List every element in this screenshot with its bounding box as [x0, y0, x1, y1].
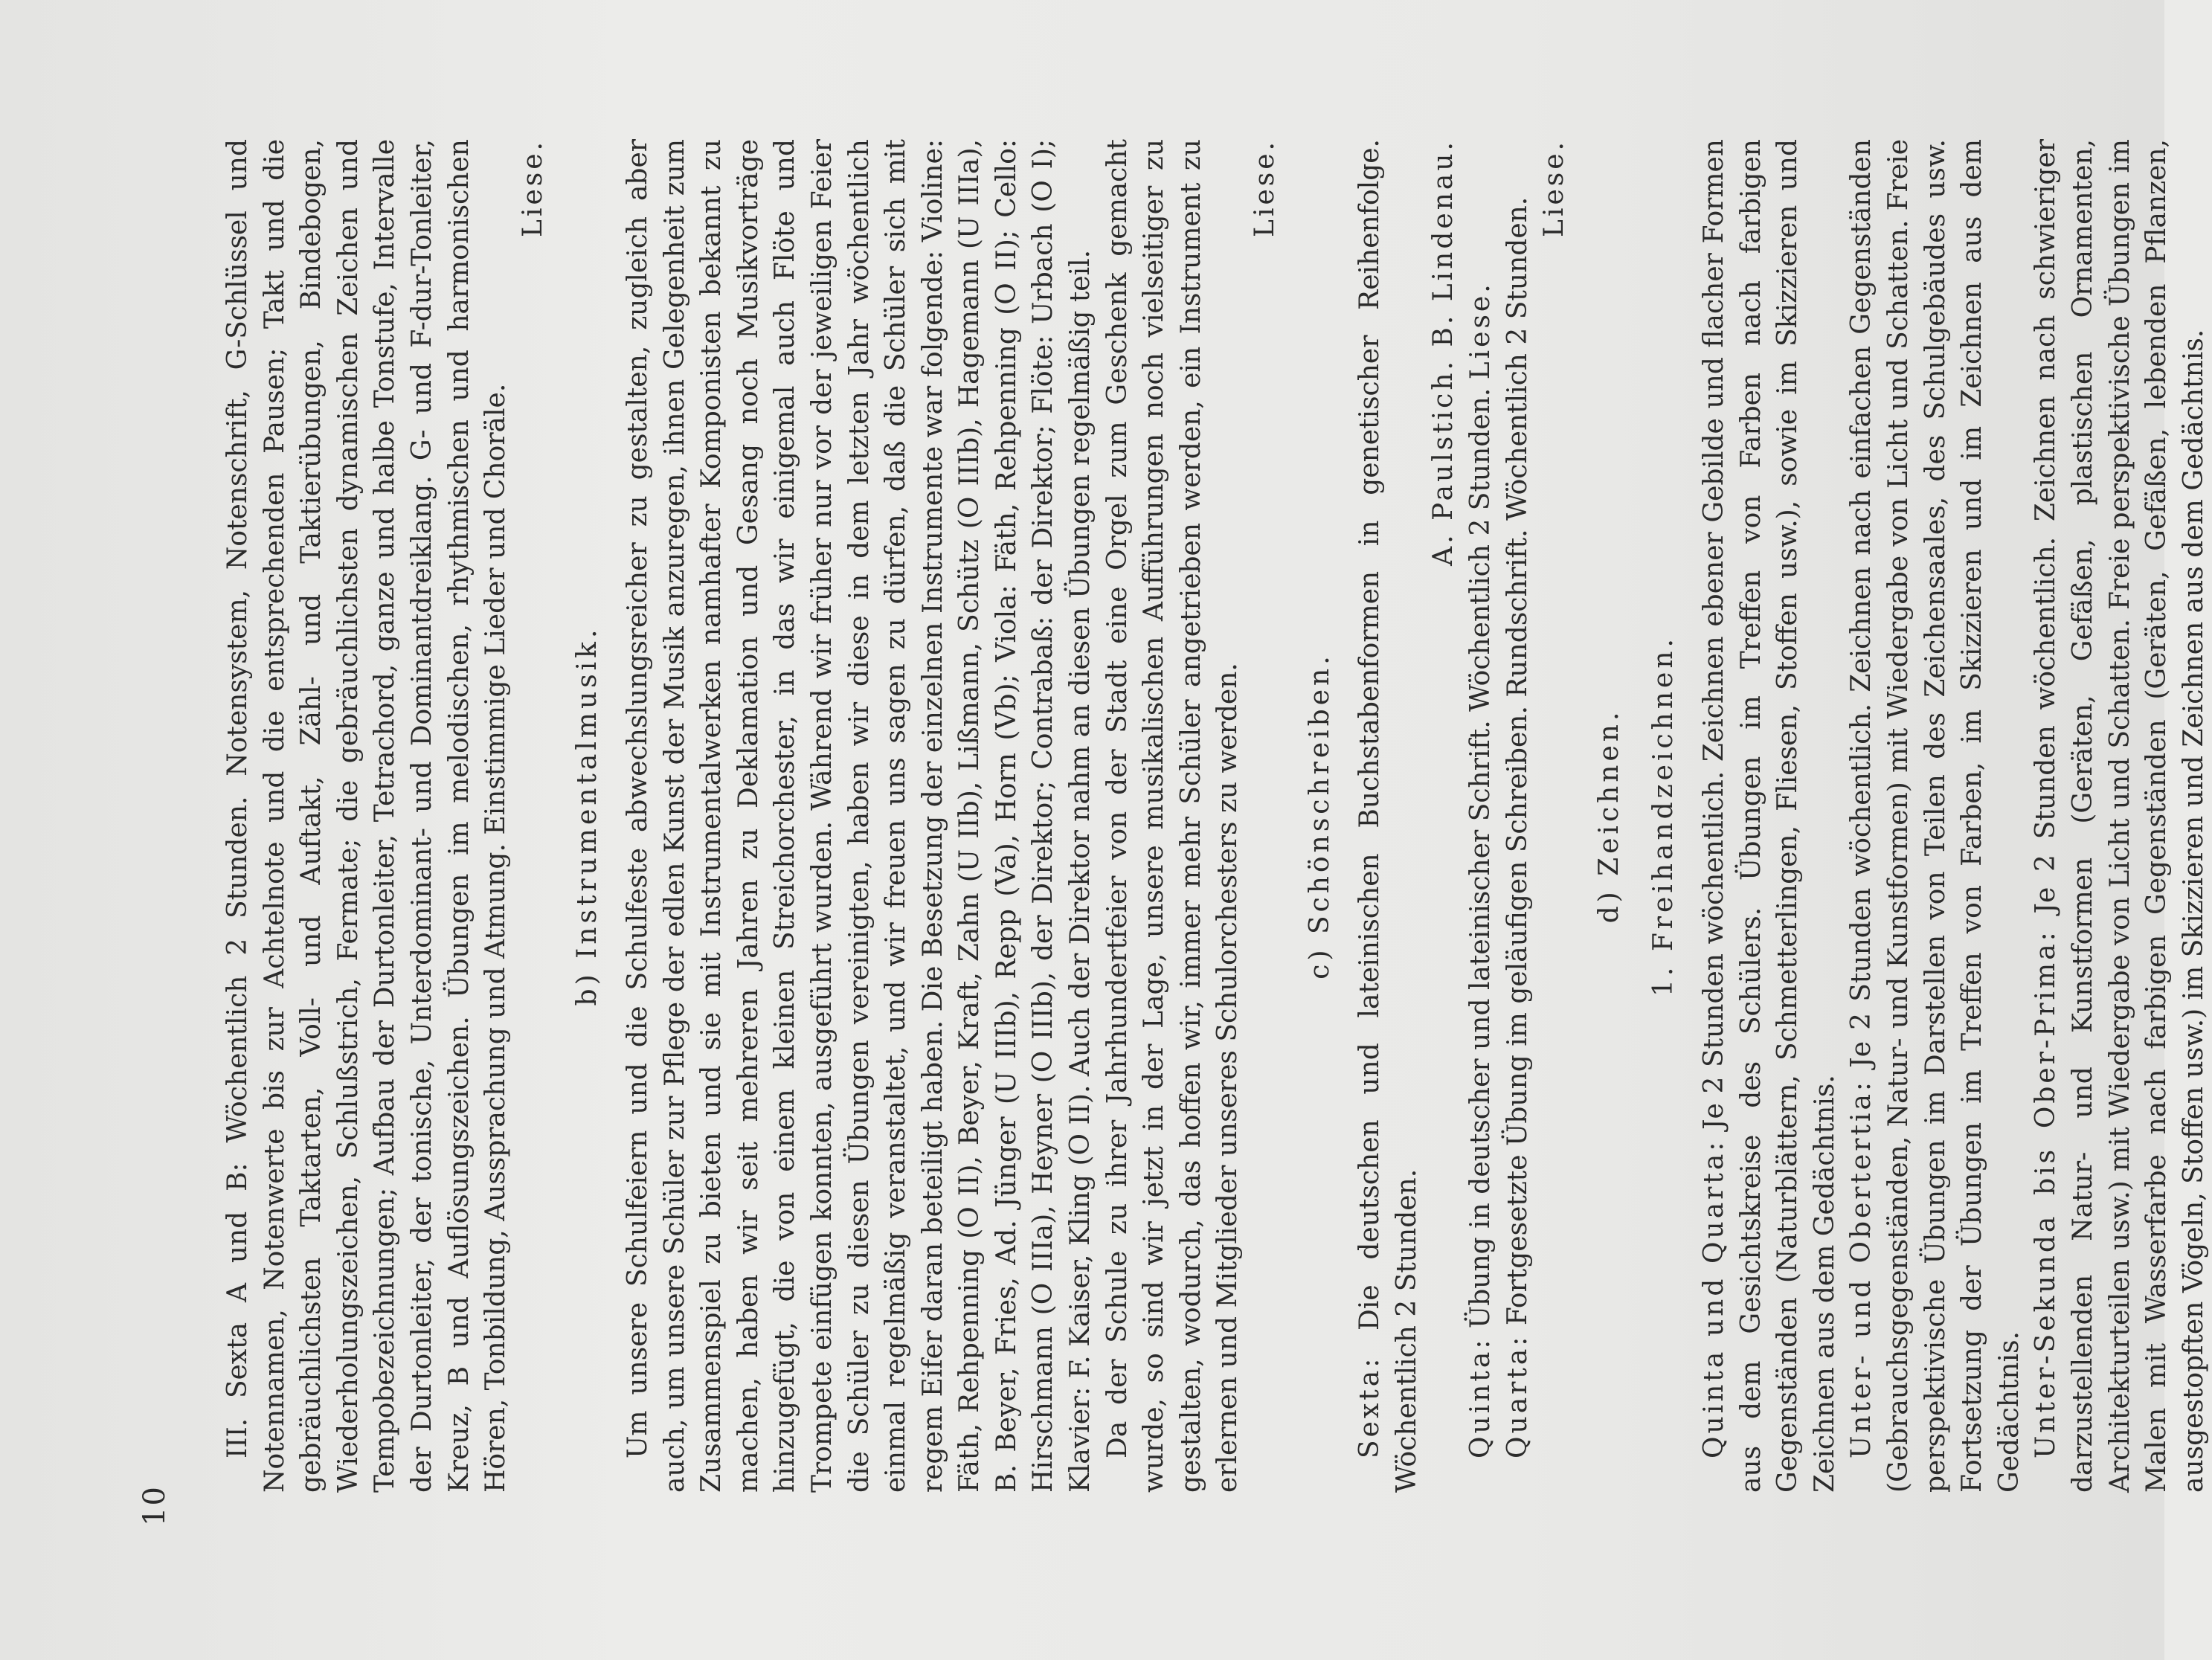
tertia-label: Unter- und Obertertia:: [1846, 1078, 1877, 1458]
sexta-signature: A. Paulstich. B. Lindenau.: [1428, 139, 1459, 566]
quarta-text: Fortgesetzte Übung im geläufigen Schreiben. Rundschrift. Wöchentlich 2 Stunden.: [1502, 196, 1533, 1326]
page-number: 10: [138, 1485, 172, 1526]
quinta-quarta-label: Quinta und Quarta:: [1698, 1139, 1729, 1458]
quarta-paragraph: [1499, 139, 1537, 1493]
instrumentalmusik-paragraph-1: Um unsere Schulfeiern und die Schulfeste abwechslungsreicher zu gestalten, zugleich aber auch, um unsere Schüler zur Pflege der edlen Kunst der Musik anzuregen, ihnen Gelegenheit zum Zusammenspiel zu bieten und sie mit Instrumentalwerken namhafter Komponisten bekannt zu machen, haben wir seit mehreren Jahren zu Deklamation und Gesang noch Musikvorträge hinzugefügt, die von einem kleinen Streichorchester, in das wir einigemal auch Flöte und Trompete einfügen konnten, ausgeführt wurden. Während wir früher nur vor der jeweiligen Feier die Schüler zu diesen Übungen vereinigten, haben wir diese in dem letzten Jahr wöchentlich einmal regelmäßig veranstaltet, und wir freuen uns sagen zu dürfen, daß die Schüler sich mit regem Eifer daran beteiligt haben. Die Besetzung der einzelnen Instrumente war folgende: Violine: Fäth, Rehpenning (O II), Beyer, Kraft, Zahn (U IIb), Lißmann, Schütz (O IIIb), Hagemann (U IIIa), B. Beyer, Fries, Ad. Jünger (U IIIb), Repp (Va), Horn (Vb); Viola: Fäth, Rehpenning (O II); Cello: Hirschmann (O IIIa), Heyner (O IIIb), der Direktor; Contrabaß: der Direktor; Flöte: Urbach (O I); Klavier: F. Kaiser, Kling (O II). Auch der Direktor nahm an diesen Übungen regelmäßig teil.: [622, 139, 1096, 1493]
quinta-text: Übung in deutscher und lateinischer Schrift. Wöchentlich 2 Stunden.: [1465, 387, 1496, 1329]
sexta-text: Die deutschen und lateinischen Buchstabenformen in genetischer Reihenfolge. Wöchentlich 2 Stunden.: [1354, 139, 1422, 1493]
text-column: [219, 139, 2212, 1493]
instrumentalmusik-paragraph-2: Da der Schule zu ihrer Jahrhundertfeier von der Stadt eine Orgel zum Geschenk gemacht wurde, so sind wir jetzt in der Lage, unsere musikalischen Aufführungen noch vielseitiger zu gestalten, wodurch, das hoffen wir, immer mehr Schüler angetrieben werden, ein Instrument zu erlernen und Mitglieder unseres Schulorchesters zu werden.: [1102, 139, 1244, 1493]
freihandzeichnen-subheading: 1. Freihandzeichnen.: [1648, 635, 1679, 997]
sekunda-prima-text: Je 2 Stunden wöchentlich. Zeichnen nach schwieriger darzustellenden Natur- und Kunstformen (Geräten, Gefäßen, plastischen Ornamenten, Architekturteilen usw.) mit Wiedergabe von Licht und Schatten. Freie perspektivische Übungen im Malen mit Wasserfarbe nach farbigen Gegenständen (Geräten, Gefäßen, lebenden Pflanzen, ausgestopften Vögeln, Stoffen usw.) im Skizzieren und Zeichnen aus dem Gedächtnis.: [2031, 139, 2209, 1493]
zeichnen-heading: d) Zeichnen.: [1593, 708, 1624, 924]
gesang-text: Wöchentlich 2 Stunden. Notensystem, Notenschrift, G-Schlüssel und Notennamen, Notenwerte bis zur Achtelnote und die entsprechenden Pausen; Takt und die gebräuchlichsten Taktarten, Voll- und Auftakt, Zähl- und Taktierübungen, Bindebogen, Wiederholungszeichen, Schlußstrich, Fermate; die gebräuchlichsten dynamischen Zeichen und Tempobezeichnungen; Aufbau der Durtonleiter, Tetrachord, ganze und halbe Tonstufe, Intervalle der Durtonleiter, der tonische, Unterdominant- und Dominantdreiklang. G- und F-dur-Tonleiter, Kreuz, B und Auflösungszeichen. Übungen im melodischen, rhythmischen und harmonischen Hören, Tonbildung, Aussprachung und Atmung. Einstimmige Lieder und Choräle.: [222, 139, 512, 1493]
schoenschreiben-heading: c) Schönschreiben.: [1304, 652, 1335, 979]
quinta-label: Quinta:: [1465, 1336, 1496, 1458]
sekunda-prima-label: Unter-Sekunda bis Ober-Prima:: [2031, 929, 2062, 1458]
quarta-label: Quarta:: [1502, 1334, 1533, 1458]
gesang-signature: Liese.: [517, 139, 548, 237]
gesang-paragraph: [219, 139, 515, 1493]
tertia-paragraph: [1843, 139, 2028, 1493]
sekunda-prima-paragraph: [2028, 139, 2212, 1493]
gesang-lead: III. Sexta A und B:: [222, 1162, 253, 1458]
sexta-label: Sexta:: [1354, 1355, 1386, 1458]
instrumentalmusik-heading: b) Instrumentalmusik.: [572, 625, 603, 1006]
quinta-quarta-text: Je 2 Stunden wöchentlich. Zeichnen ebener Gebilde und flacher Formen aus dem Gesichtskreise des Schülers. Übungen im Treffen von Farben nach farbigen Gegenständen (Naturblättern, Schmetterlingen, Fliesen, Stoffen usw.), sowie im Skizzieren und Zeichnen aus dem Gedächtnis.: [1698, 139, 1840, 1493]
instrumentalmusik-signature: Liese.: [1250, 139, 1281, 237]
quinta-quarta-paragraph: [1696, 139, 1843, 1493]
sexta-paragraph: [1351, 139, 1425, 1493]
tertia-text: Je 2 Stunden wöchentlich. Zeichnen nach einfachen Gegenständen (Gebrauchsgegenständen, Natur- und Kunstformen) mit Wiedergabe von Licht und Schatten. Freie perspektivische Übungen im Darstellen von Teilen des Zeichensaales, des Schulgebäudes usw. Fortsetzung der Übungen im Treffen von Farben, im Skizzieren und im Zeichnen aus dem Gedächtnis.: [1846, 139, 2025, 1493]
quinta-paragraph: [1462, 139, 1499, 1493]
quarta-signature: Liese.: [1539, 139, 1570, 237]
quinta-signature: Liese.: [1465, 281, 1496, 380]
